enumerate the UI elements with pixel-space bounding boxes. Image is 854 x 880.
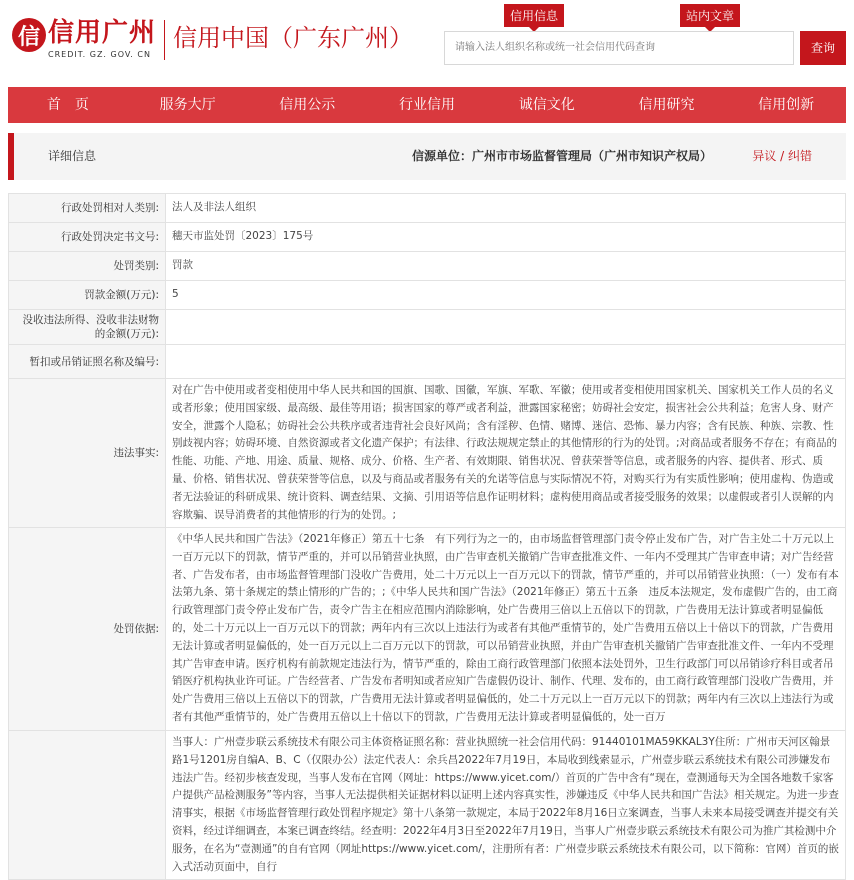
main-nav: [8, 87, 846, 123]
table-row: [9, 345, 846, 379]
row-value-cell: [166, 528, 846, 731]
site-header: [0, 0, 854, 85]
row-value: 法人及非法人组织: [166, 194, 846, 223]
table-row: [9, 528, 846, 731]
table-row: [9, 310, 846, 345]
detail-header: [8, 133, 846, 180]
penalty-detail-table: [8, 193, 846, 880]
row-label: 处罚依据:: [9, 528, 166, 731]
row-label: 行政处罚相对人类别:: [9, 194, 166, 223]
detail-title: 详细信息: [48, 149, 97, 163]
row-label: 罚款金额(万元):: [9, 281, 166, 310]
search-input[interactable]: 请输入法人组织名称或统一社会信用代码查询: [444, 31, 794, 65]
nav-item-home[interactable]: 首 页: [46, 97, 89, 113]
row-label: 没收违法所得、没收非法财物的金额(万元):: [9, 310, 166, 345]
logo-seal-icon: 信: [12, 18, 46, 52]
row-value: 穗天市监处罚〔2023〕175号: [166, 223, 846, 252]
row-value-cell: [166, 379, 846, 528]
table-row: [9, 731, 846, 880]
row-value: [166, 310, 846, 345]
row-value: 当事人：广州壹步联云系统技术有限公司主体资格证照名称：营业执照统一社会信用代码：91440101MA59KKAL3Y住所：广州市天河区翰景路1号1201房自编A、B、C（仅限办公）法定代表人：余兵昌2022年7月19日，本局收到线索显示，广州壹步联云系统技术有限公司涉嫌发布违法广告。经初步核查发现，当事人发布在官网（网址：https://www.yicet.com/）首页的广告中含有“现在，壹测通每天为全国各地数千家客户提供产品检测服务”等内容，当事人无法提供相关证据材料以证明上述内容真实性，涉嫌违反《中华人民共和国广告法》相关规定。为进一步查清事实，根据《市场监督管理行政处罚程序规定》第十八条第一款规定，本局于2022年8月16日立案调查，当事人未来本局接受调查并提交有关资料，经过详细调查，本案已调查终结。经查明：2022年4月3日至2022年7月19日，当事人广州壹步联云系统技术有限公司为推广其检测中介服务，在名为“壹测通”的自有官网（网址https://www.yicet.com/，注册所有者：广州壹步联云系统技术有限公司，以下简称：官网）首页的嵌入式活动页面中，自行: [172, 736, 839, 873]
site-logo[interactable]: [12, 18, 413, 60]
row-value-cell: [166, 731, 846, 880]
row-label: 违法事实:: [9, 379, 166, 528]
row-label: [9, 731, 166, 880]
source-unit: 信源单位：广州市市场监督管理局（广州市知识产权局）: [411, 149, 712, 163]
row-value: [166, 345, 846, 379]
row-label: 处罚类别:: [9, 252, 166, 281]
nav-item-credit-innovation[interactable]: 信用创新: [758, 97, 815, 113]
nav-item-industry-credit[interactable]: 行业信用: [399, 97, 456, 113]
tab-credit-info[interactable]: 信用信息: [504, 4, 564, 27]
row-value: 《中华人民共和国广告法》（2021年修正）第五十七条 有下列行为之一的，由市场监督管理部门责令停止发布广告，对广告主处二十万元以上一百万元以下的罚款，情节严重的，并可以吊销营业执照，由广告审查机关撤销广告审查批准文件、一年内不受理其广告审查申请；对广告经营者、广告发布者，由市场监督管理部门没收广告费用，处二十万元以上一百万元以下的罚款，情节严重的，并可以吊销营业执照：（一）发布有本法第九条、第十条规定的禁止情形的广告的；;《中华人民共和国广告法》（2021年修正）第五十五条 违反本法规定，发布虚假广告的，由工商行政管理部门责令停止发布广告，责令广告主在相应范围内消除影响，处广告费用三倍以上五倍以下的罚款，广告费用无法计算或者明显偏低的，处二十万元以上一百万元以下的罚款；两年内有三次以上违法行为或者有其他严重情节的，处广告费用五倍以上十倍以下的罚款，广告费用无法计算或者明显偏低的，处一百万元以上二百万元以下的罚款，可以吊销营业执照，并由广告审查机关撤销广告审查批准文件、一年内不受理其广告审查申请。医疗机构有前款规定违法行为，情节严重的，除由工商行政管理部门依照本法处罚外，卫生行政部门可以吊销诊疗科目或者吊销医疗机构执业许可证。广告经营者、广告发布者明知或者应知广告虚假仍设计、制作、代理、发布的，由工商行政管理部门没收广告费用，并处广告费用三倍以上五倍以下的罚款，广告费用无法计算或者明显偏低的，处二十万元以上一百万元以下的罚款；两年内有三次以上违法行为或者有其他严重情节的，处广告费用五倍以上十倍以下的罚款，广告费用无法计算或者明显偏低的，处一百万: [172, 533, 839, 723]
search-button[interactable]: 查询: [800, 31, 846, 65]
row-value: 罚款: [166, 252, 846, 281]
logo-title: 信用广州: [48, 18, 157, 48]
table-row: [9, 252, 846, 281]
row-value: 对在广告中使用或者变相使用中华人民共和国的国旗、国歌、国徽，军旗、军歌、军徽；使用或者变相使用国家机关、国家机关工作人员的名义或者形象；使用国家级、最高级、最佳等用语；损害国家的尊严或者利益，泄露国家秘密；妨碍社会安定，损害社会公共利益；危害人身、财产安全，泄露个人隐私；妨碍社会公共秩序或者违背社会良好风尚；含有淫秽、色情、赌博、迷信、恐怖、暴力内容；含有民族、种族、宗教、性别歧视内容；妨碍环境、自然资源或者文化遗产保护；有法律、行政法规规定禁止的其他情形的行为的处罚。;对商品或者服务不存在；有商品的性能、功能、产地、用途、质量、规格、成分、价格、生产者、有效期限、销售状况、曾获荣誉等信息，或者服务的内容、提供者、形式、质量、价格、销售状况、曾获荣誉等信息，以及与商品或者服务有关的允诺等信息与实际情况不符，对购买行为有实质性影响；使用虚构、伪造或者无法验证的科研成果、统计资料、调查结果、文摘、引用语等信息作证明材料；虚构使用商品或者接受服务的效果；以虚假或者引人误解的内容欺骗、误导消费者的其他情形的行为的处罚。;: [172, 384, 838, 521]
logo-divider: [164, 20, 165, 60]
logo-text: [48, 18, 156, 59]
nav-item-integrity-culture[interactable]: 诚信文化: [518, 97, 575, 113]
nav-item-service-hall[interactable]: 服务大厅: [159, 97, 216, 113]
logo-url: CREDIT. GZ. GOV. CN: [48, 50, 151, 59]
row-label: 暂扣或吊销证照名称及编号:: [9, 345, 166, 379]
row-value: 5: [166, 281, 846, 310]
table-row: [9, 194, 846, 223]
objection-link[interactable]: 异议 / 纠错: [752, 149, 812, 163]
nav-item-credit-research[interactable]: 信用研究: [638, 97, 695, 113]
nav-item-credit-publicity[interactable]: 信用公示: [279, 97, 336, 113]
tab-site-search[interactable]: 站内文章: [680, 4, 740, 27]
table-row: [9, 379, 846, 528]
row-label: 行政处罚决定书文号:: [9, 223, 166, 252]
site-subtitle: 信用中国（广东广州）: [173, 24, 414, 52]
table-row: [9, 281, 846, 310]
table-row: [9, 223, 846, 252]
